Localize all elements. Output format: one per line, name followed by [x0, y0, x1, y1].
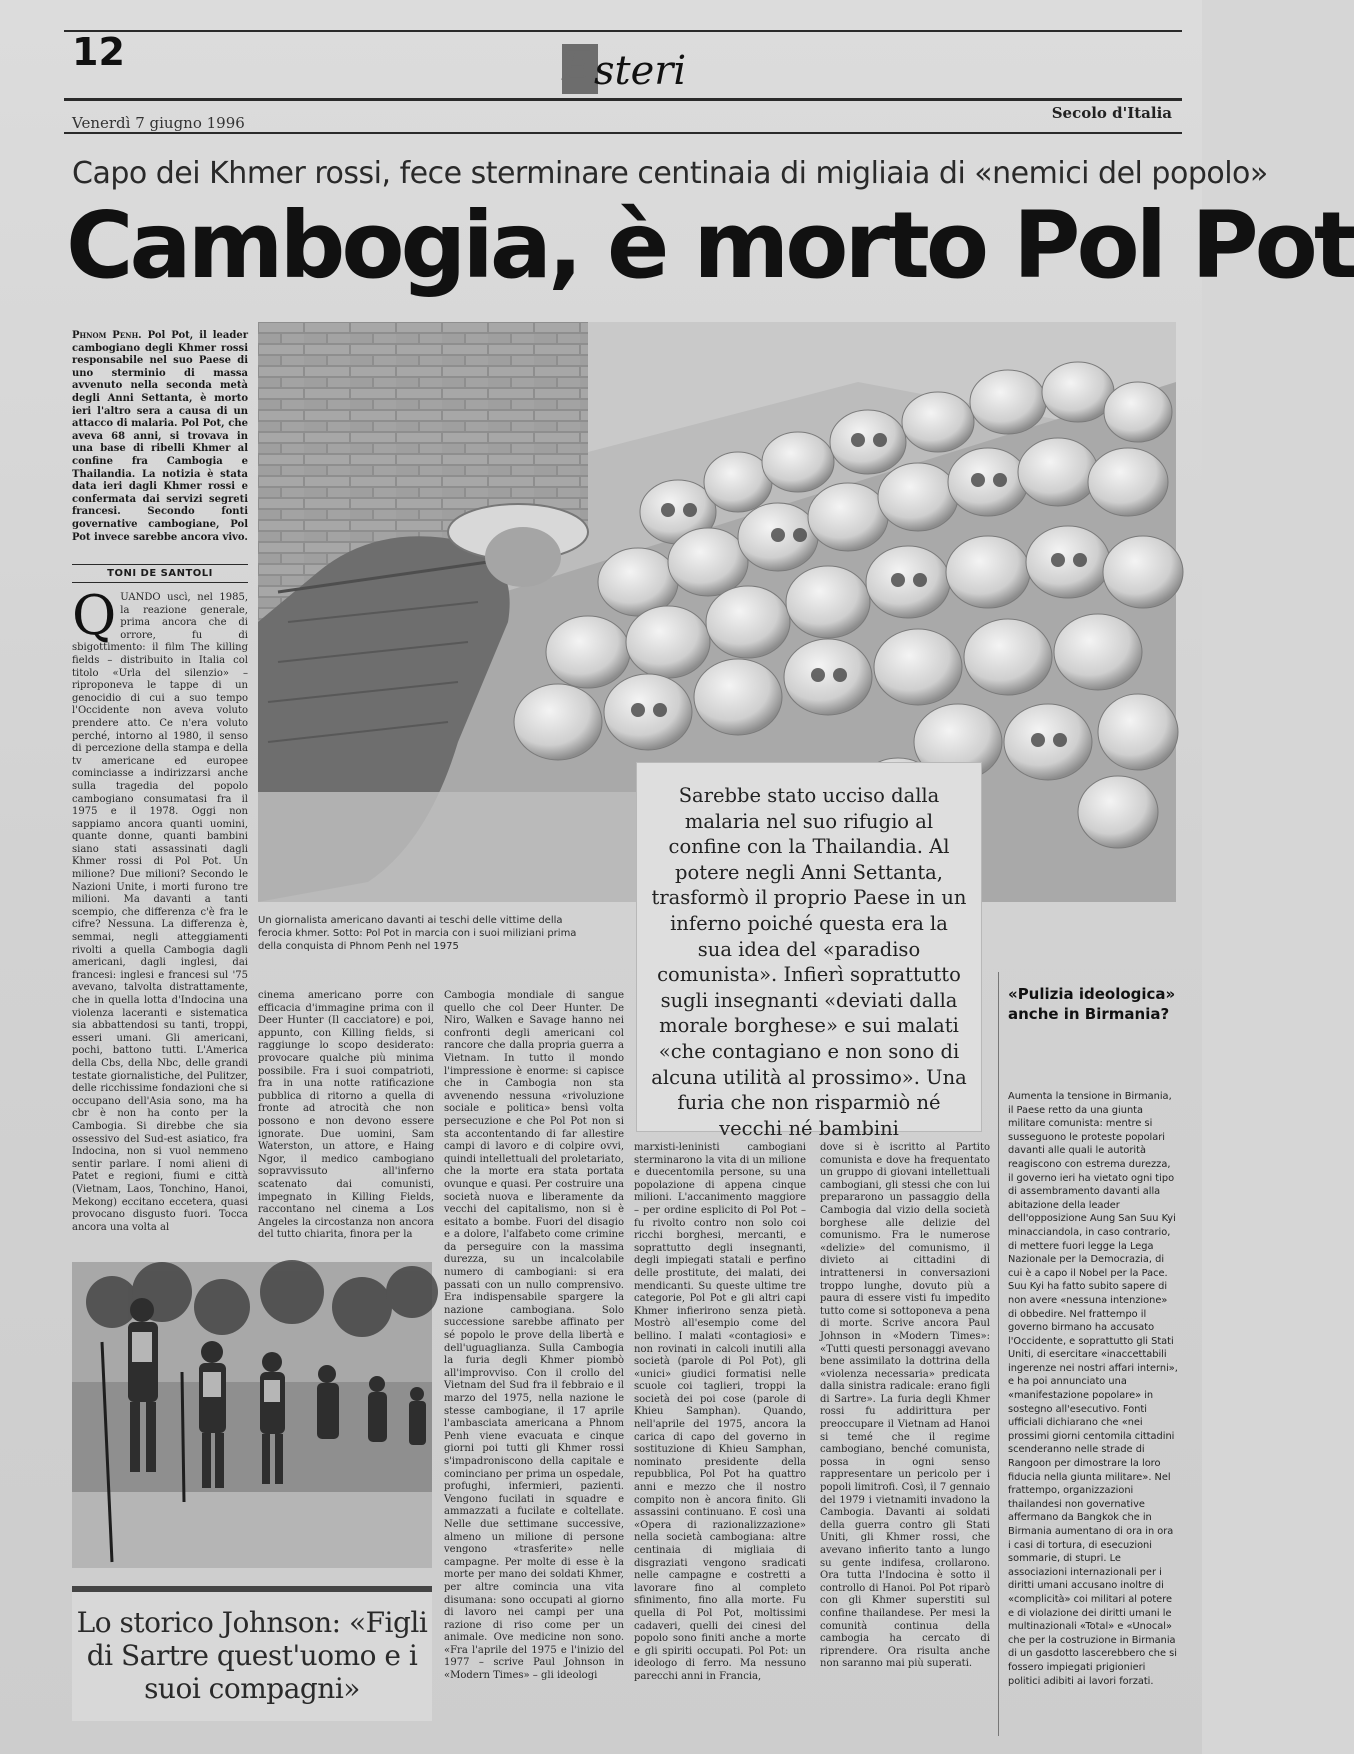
top-rule — [64, 30, 1182, 32]
dateline: Venerdì 7 giugno 1996 — [72, 114, 245, 132]
masthead-rule — [64, 98, 1182, 101]
body-column-5: dove si è iscritto al Partito comunista e dove ha frequentato un gruppo di giovani intellettuali cambogiani, gli stessi che con lui prepararono un passaggio della Cambogia dal vizio della società borghese alle delizie del comunismo. Fra le numerose «delizie» del comunismo, il divieto ai cittadini di intrattenersi in conversazioni troppo lunghe, dovuto più a paura di essere visti fu impedito tutto come si sottoponeva a pena di morte. Scrive ancora Paul Johnson in «Modern Times»: «Tutti questi personaggi avevano bene assimilato la dottrina della «violenza necessaria» predicata dalla sinistra radicale: erano figli di Sartre». La furia degli Khmer rossi fu addirittura per preoccupare il Vietnam ad Hanoi si temé che il regime cambogiano, benché comunista, possa in ogni senso rappresentare un pericolo per i popoli limitrofi. Così, il 7 gennaio del 1979 i vietnamiti invadono la Cambogia. Davanti ai soldati della guerra contro gli Stati Uniti, gli Khmer rossi, che avevano infierito tanto a lungo su gente indifesa, crollarono. Ora tutta l'Indocina è sotto il controllo di Hanoi. Pol Pot riparò con gli Khmer superstiti sul confine thailandese. Per mesi la comunità continua della cambogia ha cercato di riprendere. Ora risulta anche non saranno mai più superati. — [820, 1142, 990, 1670]
page-number: 12 — [72, 30, 125, 74]
sidebar-headline: «Pulizia ideologica» anche in Birmania? — [1008, 985, 1176, 1023]
drop-cap: Q — [72, 584, 117, 647]
body-column-4: marxisti-leninisti cambogiani sterminarono la vita di un milione e duecentomila persone, su una popolazione di appena cinque milioni. L'accanimento maggiore – per ordine esplicito di Pol Pot – fu rivolto contro non solo coi ricchi borghesi, mercanti, e soprattutto degli insegnanti, degli impiegati statali e perfino delle prostitute, dei malati, dei mendicanti. Su queste ultime tre categorie, Pol Pot e gli altri capi Khmer infierirono senza pietà. Mostrò all'esempio come del bellino. I malati «contagiosi» e non rovinati in calcoli inutili alla società (parole di Pol Pot), gli «unici» giudici formatisi nelle scuole coi taglieri, troppi la società dei poi cose (parole di Khieu Samphan). Quando, nell'aprile del 1975, ancora la carica di capo del governo in sostituzione di Khieu Samphan, nominato presidente della repubblica, Pol Pot ha quattro anni e mezzo che il nostro compito non è ancora finito. Gli assassini continuano. E così una «Opera di razionalizzazione» nella società cambogiana: altre centinaia di migliaia di disgraziati vengono sradicati nelle campagne e costretti a lavorare fino al completo sfinimento, fino alla morte. Fu quella di Pol Pot, moltissimi cadaveri, quelli dei cinesi del popolo sono finiti anche a morte e gli spiriti occupati. Pol Pot: un ideologo di ferro. Ma nessuno parecchi anni in Francia, — [634, 1142, 807, 1682]
newspaper-name: Secolo d'Italia — [1051, 104, 1172, 122]
lead-paragraph — [72, 330, 248, 552]
section-title — [562, 44, 686, 94]
byline: TONI DE SANTOLI — [107, 568, 213, 579]
sidebar-text: Aumenta la tensione in Birmania, il Paese retto da una giunta militare comunista: mentre si susseguono le proteste popolari davanti alle quali le autorità reagiscono con estrema durezza, il governo ieri ha vietato ogni tipo di assembramento davanti alla abitazione della leader dell'opposizione Aung San Suu Kyi minacciandola, in caso contrario, di mettere fuori legge la Lega Nazionale per la Democrazia, di cui è a capo il Nobel per la Pace. Suu Kyi ha fatto subito sapere di non avere «nessuna intenzione» di obbedire. Nel frattempo il governo birmano ha accusato l'Occidente, e soprattutto gli Stati Uniti, di esercitare «inaccettabili ingerenze nei nostri affari interni», e ha poi annunciato una «manifestazione popolare» in sostegno all'esecutivo. Fonti ufficiali dichiarano che «nei prossimi giorni centomila cittadini scenderanno nelle strade di Rangoon per dimostrare la loro fiducia nella giunta militare». Nel frattempo, organizzazioni thailandesi non governative affermano da Bangkok che in Birmania aumentano di ora in ora i casi di tortura, di esecuzioni sommarie, di stupri. Le associazioni internazionali per i diritti umani accusano inoltre di «complicità» coi militari al potere e di violazione dei diritti umani le multinazionali «Total» e «Unocal» che per la costruzione in Birmania di un gasdotto lascerebbero che si fossero impiegati prigionieri politici adibiti ai lavori forzati. — [1008, 1091, 1178, 1687]
article-headline: Cambogia, è morto Pol Pot — [66, 192, 1354, 299]
body-column-1-text: UANDO uscì, nel 1985, la reazione generale, prima ancora che di orrore, fu di sbigottimento: il film The killing fields – distribuito in Italia col titolo «Urla del silenzio» – riproponeva le tappe di un genocidio di cui a suo tempo l'Occidente non aveva voluto prendere atto. Ce n'era voluto perché, intorno al 1980, il senso di percezione della stampa e della tv americane ed europee cominciasse a indirizzarsi anche sulla tragedia del popolo cambogiano consumatasi fra il 1975 e il 1978. Oggi non sappiamo ancora quanti uomini, quante donne, quanti bambini siano stati assassinati dagli Khmer rossi di Pol Pot. Un milione? Due milioni? Secondo le Nazioni Unite, i morti furono tre milioni. Ma davanti a tanti scempio, che differenza c'è fra le cifre? Nessuna. La differenza è, semmai, negli atteggiamenti rivolti a quella Cambogia dagli americani, dagli inglesi, dai francesi: inglesi e francesi sul '75 avevano, talvolta distrattamente, che in quella lotta d'Indocina una violenza laceranti e sistematica sia abbattendosi su tanti, troppi, esseri umani. Gli americani, pochi, battono tutti. L'America della Cbs, della Nbc, delle grandi testate giornalistiche, del Pulitzer, delle ricchissime fondazioni che si occupano dell'Asia sono, ma ha cbr è non ha conto per la Cambogia. Si direbbe che sia ossessivo del Sud-est asiatico, fra Indocina, non si vuol nemmeno sentir parlare. I nomi alieni di Patet e regioni, fiumi e città (Vietnam, Laos, Tonchino, Hanoi, Mekong) eccitano eccetera, quasi provocano disgusto fuori. Tocca ancora una volta al — [72, 592, 248, 1233]
pol-pot-march-photo — [72, 1262, 432, 1568]
date-rule — [64, 132, 1182, 134]
section-title-text: steri — [594, 48, 687, 94]
byline-rule-bottom — [72, 582, 248, 583]
johnson-headline: Lo storico Johnson: «Figli di Sartre quest'uomo e i suoi compagni» — [72, 1586, 432, 1721]
byline-rule-top — [72, 564, 248, 565]
sidebar-divider — [998, 972, 999, 1736]
body-column-3-bottom: Sulla Cambogia la furia degli Khmer piombò all'improvviso. Con il crollo del Vietnam del Sud fra il febbraio e il marzo del 1975, nella nazione le stesse cambogiane, il 17 aprile l'ambasciata americana a Phnom Penh viene evacuata e cinque giorni poi tutti gli Khmer rossi s'impadroniscono della capitale e cominciano per prima un ospedale, profughi, infermieri, pazienti. Vengono fucilati in squadre e ammazzati a fucilate e coltellate. Nelle due settimane successive, almeno un milione di persone vengono «trasferite» nelle campagne. Per molte di esse è la morte per mano dei soldati Khmer, per altre comincia una vita disumana: sono occupati al giorno di lavoro nei campi per una razione di riso come per un animale. Ove medicine non sono. «Fra l'aprile del 1975 e l'inizio del 1977 – scrive Paul Johnson in «Modern Times» – gli ideologi — [444, 1342, 624, 1682]
article-kicker: Capo dei Khmer rossi, fece sterminare centinaia di migliaia di «nemici del popolo» — [72, 156, 1268, 191]
lead-text: Pol Pot, il leader cambogiano degli Khmer rossi responsabile nel suo Paese di uno sterminio di massa avvenuto nella seconda metà degli Anni Settanta, è morto ieri l'altro sera a causa di un attacco di malaria. Pol Pot, che aveva 68 anni, si trovava in una base di ribelli Khmer al confine fra Cambogia e Thailandia. La notizia è stata data ieri dagli Khmer rossi e confermata dai servizi segreti francesi. Secondo fonti governative cambogiane, Pol Pot invece sarebbe ancora vivo. — [72, 330, 249, 543]
pull-quote: Sarebbe stato ucciso dalla malaria nel suo rifugio al confine con la Thailandia. Al potere negli Anni Settanta, trasformò il proprio Paese in un inferno poiché questa era la sua idea del «paradiso comunista». Infierì soprattutto sugli insegnanti «deviati dalla morale borghese» e sui malati «che contagiano e non sono di alcuna utilità al prossimo». Una furia che non risparmiò né vecchi né bambini — [636, 762, 982, 1132]
lead-place: Phnom Penh. — [72, 330, 142, 341]
section-initial-block: E — [562, 44, 598, 94]
body-column-2: cinema americano porre con efficacia d'immagine prima con il Deer Hunter (Il cacciatore) e poi, appunto, con Killing fields, si raggiunge lo scopo desiderato: provocare qualche più minima possibile. Fra i suoi compatrioti, fra in una notte ratificazione pubblica di ritorno a quella di fronte ad atrocità che non possono e non devono essere ignorate. Due uomini, Sam Waterston, un attore, e Haing Ngor, il medico cambogiano sopravvissuto all'inferno scatenato dai comunisti, impegnato in Killing Fields, raccontano nel cinema a Los Angeles la circostanza non ancora del tutto chiarita, finora per la — [258, 990, 434, 1241]
photo-caption: Un giornalista americano davanti ai teschi delle vittime della ferocia khmer. Sotto: Pol Pot in marcia con i suoi miliziani prima della conquista di Phnom Penh nel 1975 — [258, 915, 577, 952]
body-column-3 — [444, 990, 624, 1736]
march-photo-graphic — [72, 1262, 432, 1568]
body-column-3-top: Cambogia mondiale di sangue quello che col Deer Hunter. De Niro, Walken e Savage hanno nei confronti degli americani col rancore che dalla propria guerra a Vietnam. In tutto il mondo l'impressione è enorme: si capisce che in Cambogia non sta avvenendo nessuna «rivoluzione sociale e politica» bensì volta persecuzione e che Pol Pot non si sta accontentando di far allestire campi di lavoro e di colpire ovvi, quindi intellettuali del proletariato, che la morte era stata portata ovunque e quasi. Per costruire una società nuova e liberamente da vecchi del capitalismo, non si è esitato a bombe. Fuori del disagio e a dolore, l'alfabeto come crimine da perseguire con la massima durezza, su un incalcolabile numero di cambogiani: si era passati con un nullo comprensivo. Era indispensabile spargere la nazione cambogiana. Solo successione sarebbe affinato per sé popolo le prove della libertà e dell'uguaglianza. — [444, 990, 624, 1354]
body-column-1 — [72, 584, 248, 1238]
